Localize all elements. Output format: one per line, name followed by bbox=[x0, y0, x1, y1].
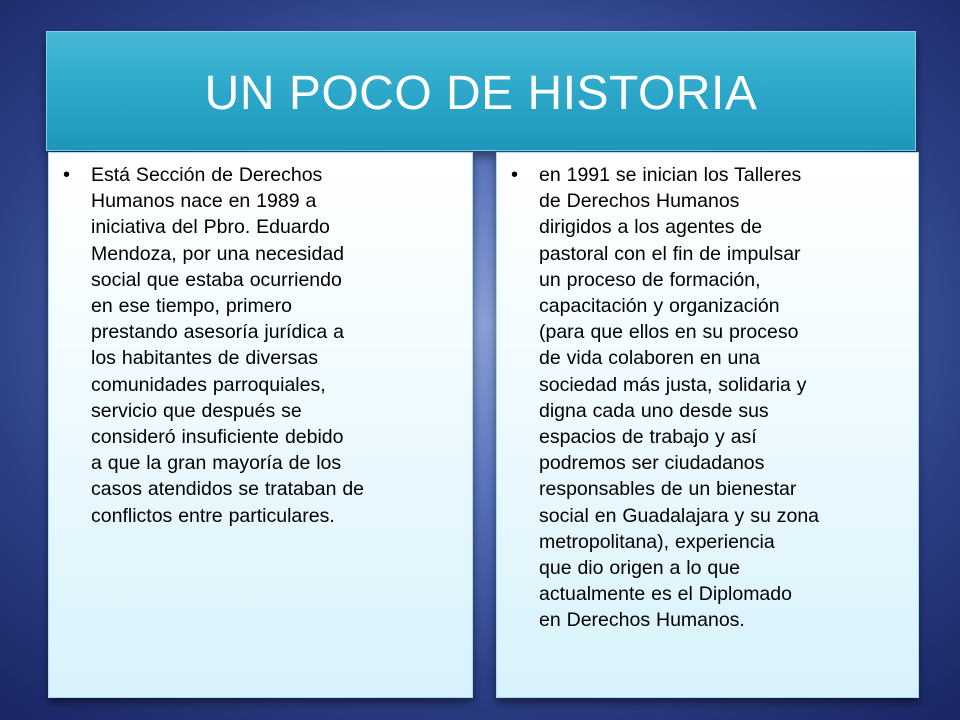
slide-title: UN POCO DE HISTORIA bbox=[204, 66, 758, 120]
left-bullet-item bbox=[63, 162, 464, 529]
bullet-icon: • bbox=[511, 164, 519, 186]
title-box bbox=[46, 31, 916, 151]
bullet-icon: • bbox=[63, 164, 71, 186]
right-bullet-text: en 1991 se inician los Talleres de Derechos Humanos dirigidos a los agentes de pastoral con el fin de impulsar un proceso de formación, capacitación y organización (para que ellos en su proceso de vida colaboren en una sociedad más justa, solidaria y digna cada uno desde sus espacios de trabajo y así podremos ser ciudadanos responsables de un bienestar social en Guadalajara y su zona metropolitana), experiencia que dio origen a lo que actualmente es el Diplomado en Derechos Humanos. bbox=[539, 164, 820, 632]
left-content-panel bbox=[48, 152, 473, 698]
left-bullet-text: Está Sección de Derechos Humanos nace en 1989 a iniciativa del Pbro. Eduardo Mendoza, por una necesidad social que estaba ocurriendo en ese tiempo, primero prestando asesoría jurídica a los habitantes de diversas comunidades parroquiales, servicio que después se consideró insuficiente debido a que la gran mayoría de los casos atendidos se trataban de conflictos entre particulares. bbox=[91, 164, 365, 527]
right-bullet-item bbox=[511, 162, 910, 634]
right-content-panel bbox=[496, 152, 919, 698]
